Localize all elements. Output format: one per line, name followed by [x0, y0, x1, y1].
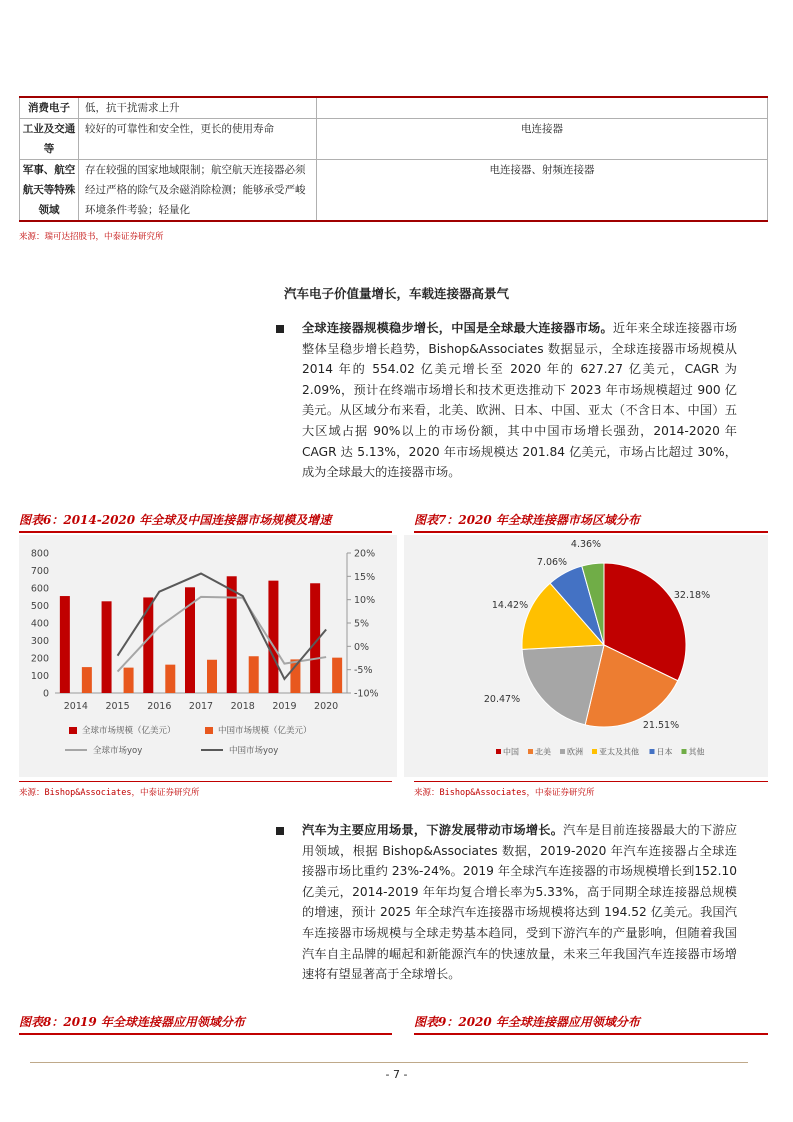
page-number: - 7 - [385, 1068, 408, 1081]
paragraph-2-text: 汽车是目前连接器最大的下游应用领域，根据 Bishop&Associates 数据，2019-2020 年汽车连接器占全球连接器市场比重约 23%-24%。2019 年全球汽车连接器的市场规模增长到152.10亿美元，2014-2019 年年均复合增长率为5.33%，高于同期全球连接器总规模的增速，预计 2025 年全球汽车连接器市场规模将达到 194.52 亿美元。我国汽车连接器市场规模与全球走势基本趋同，受到下游汽车的产量影响，但随着我国汽车自主品牌的崛起和新能源汽车的快速放量，未来三年我国汽车连接器市场增速将有望显著高于全球增长。 [302, 823, 738, 982]
legend-swatch [205, 727, 213, 734]
legend-swatch [650, 749, 655, 754]
bar-china [332, 658, 342, 693]
fig7-panel [404, 535, 768, 777]
y-left-tick-label: 700 [30, 566, 49, 577]
legend-label: 欧洲 [567, 747, 583, 757]
legend-label: 全球市场规模（亿美元） [82, 726, 176, 736]
paragraph-1-text: 近年来全球连接器市场整体呈稳步增长趋势，Bishop&Associates 数据显示，全球连接器市场规模从 2014 年的 554.02 亿美元增长至 2020 年的 627.27 亿美元，CAGR 为 2.09%，预计在终端市场增长和技术更迭推动下 2023 年市场规模超过 900 亿美元。从区域分布来看，北美、欧洲、日本、中国、亚太（不含日本、中国）五大区域占据 90%以上的市场份额，其中中国市场增长强劲，2014-2020 年 CAGR 达 5.13%，2020 年市场规模达 201.84 亿美元，市场占比超过 30%，成为全球最大的连接器市场。 [302, 321, 738, 480]
legend-swatch [592, 749, 597, 754]
y-left-tick-label: 400 [30, 618, 49, 630]
pie-value-label: 14.42% [491, 600, 529, 611]
bar-global [143, 597, 153, 693]
x-tick-label: 2017 [188, 701, 214, 712]
x-tick-label: 2014 [63, 701, 88, 712]
y-right-tick-label: 10% [354, 595, 376, 607]
legend-swatch [496, 749, 501, 754]
section-title: 汽车电子价值量增长，车载连接器高景气 [283, 286, 509, 301]
table-row [20, 97, 768, 119]
legend-label: 其他 [688, 747, 705, 757]
fig6-source: 来源：Bishop&Associates，中泰证券研究所 [19, 788, 200, 798]
y-right-tick-label: -10% [354, 688, 379, 700]
paragraph-2-lead: 汽车为主要应用场景，下游发展带动市场增长。 [302, 823, 564, 837]
legend-swatch [682, 749, 687, 754]
paragraph-1 [302, 318, 737, 483]
bar-china [82, 667, 92, 693]
bar-china [124, 668, 134, 693]
x-tick-label: 2015 [105, 701, 130, 712]
legend-label: 中国 [503, 747, 519, 757]
table-row [20, 119, 768, 160]
pie-value-label: 20.47% [483, 694, 521, 705]
fig6-title: 图表6：2014-2020 年全球及中国连接器市场规模及增速 [19, 511, 392, 533]
row-products: 电连接器 [317, 119, 768, 160]
bullet-icon [276, 325, 284, 333]
bar-line-chart [19, 535, 397, 777]
fig8-title: 图表8：2019 年全球连接器应用领域分布 [19, 1013, 392, 1035]
fig7-title: 图表7：2020 年全球连接器市场区域分布 [414, 511, 768, 533]
x-tick-label: 2016 [147, 701, 172, 712]
legend-swatch [69, 727, 77, 734]
pie-value-label: 4.36% [570, 539, 602, 550]
pie-value-label: 21.51% [642, 720, 680, 731]
fig7-source: 来源：Bishop&Associates，中泰证券研究所 [414, 788, 595, 798]
x-tick-label: 2020 [314, 701, 339, 712]
y-left-tick-label: 600 [30, 583, 49, 595]
legend-label: 全球市场yoy [93, 746, 143, 756]
legend-label: 中国市场规模（亿美元） [218, 726, 312, 736]
pie-chart [404, 535, 768, 777]
pie-value-label: 7.06% [536, 557, 568, 568]
y-left-tick-label: 800 [30, 548, 49, 560]
y-right-tick-label: -5% [354, 665, 373, 677]
table-row [20, 160, 768, 222]
row-label: 消费电子 [20, 97, 79, 119]
legend-label: 中国市场yoy [229, 746, 279, 756]
row-products [317, 97, 768, 119]
industry-table [19, 96, 768, 222]
bar-china [207, 660, 217, 693]
y-left-tick-label: 500 [30, 601, 49, 612]
paragraph-2 [302, 820, 737, 985]
fig6-divider [19, 781, 392, 782]
bar-global [60, 596, 70, 693]
paragraph-1-lead: 全球连接器规模稳步增长，中国是全球最大连接器市场。 [302, 321, 613, 335]
fig6-panel [19, 535, 397, 777]
x-tick-label: 2019 [272, 701, 297, 712]
row-products: 电连接器、射频连接器 [317, 160, 768, 222]
legend-label: 日本 [656, 747, 673, 757]
fig9-title: 图表9：2020 年全球连接器应用领域分布 [414, 1013, 768, 1035]
y-left-tick-label: 0 [42, 688, 49, 700]
row-desc: 低，抗干扰需求上升 [79, 97, 317, 119]
bar-china [165, 665, 175, 693]
bar-china [249, 656, 259, 693]
bar-global [227, 576, 237, 693]
row-desc: 较好的可靠性和安全性，更长的使用寿命 [79, 119, 317, 160]
y-right-tick-label: 20% [354, 548, 376, 560]
legend-label: 北美 [535, 747, 551, 757]
y-left-tick-label: 200 [30, 653, 49, 665]
footer-divider [30, 1062, 748, 1063]
row-desc: 存在较强的国家地域限制；航空航天连接器必须经过严格的除气及余磁消除检测；能够承受严峻环境条件考验；轻量化 [79, 160, 317, 222]
x-tick-label: 2018 [230, 701, 255, 712]
bar-global [102, 601, 112, 693]
y-right-tick-label: 0% [354, 641, 370, 653]
fig7-divider [414, 781, 768, 782]
bar-global [268, 581, 278, 693]
legend-swatch [528, 749, 533, 754]
y-right-tick-label: 5% [354, 618, 370, 630]
table-source: 来源：瑞可达招股书，中泰证券研究所 [19, 232, 164, 242]
row-label: 工业及交通等 [20, 119, 79, 160]
row-label: 军事、航空航天等特殊领域 [20, 160, 79, 222]
legend-label: 亚太及其他 [599, 747, 639, 757]
pie-value-label: 32.18% [673, 590, 711, 601]
y-left-tick-label: 100 [30, 671, 49, 682]
y-right-tick-label: 15% [354, 571, 376, 583]
legend-swatch [560, 749, 565, 754]
y-left-tick-label: 300 [30, 636, 49, 647]
bullet-icon [276, 827, 284, 835]
